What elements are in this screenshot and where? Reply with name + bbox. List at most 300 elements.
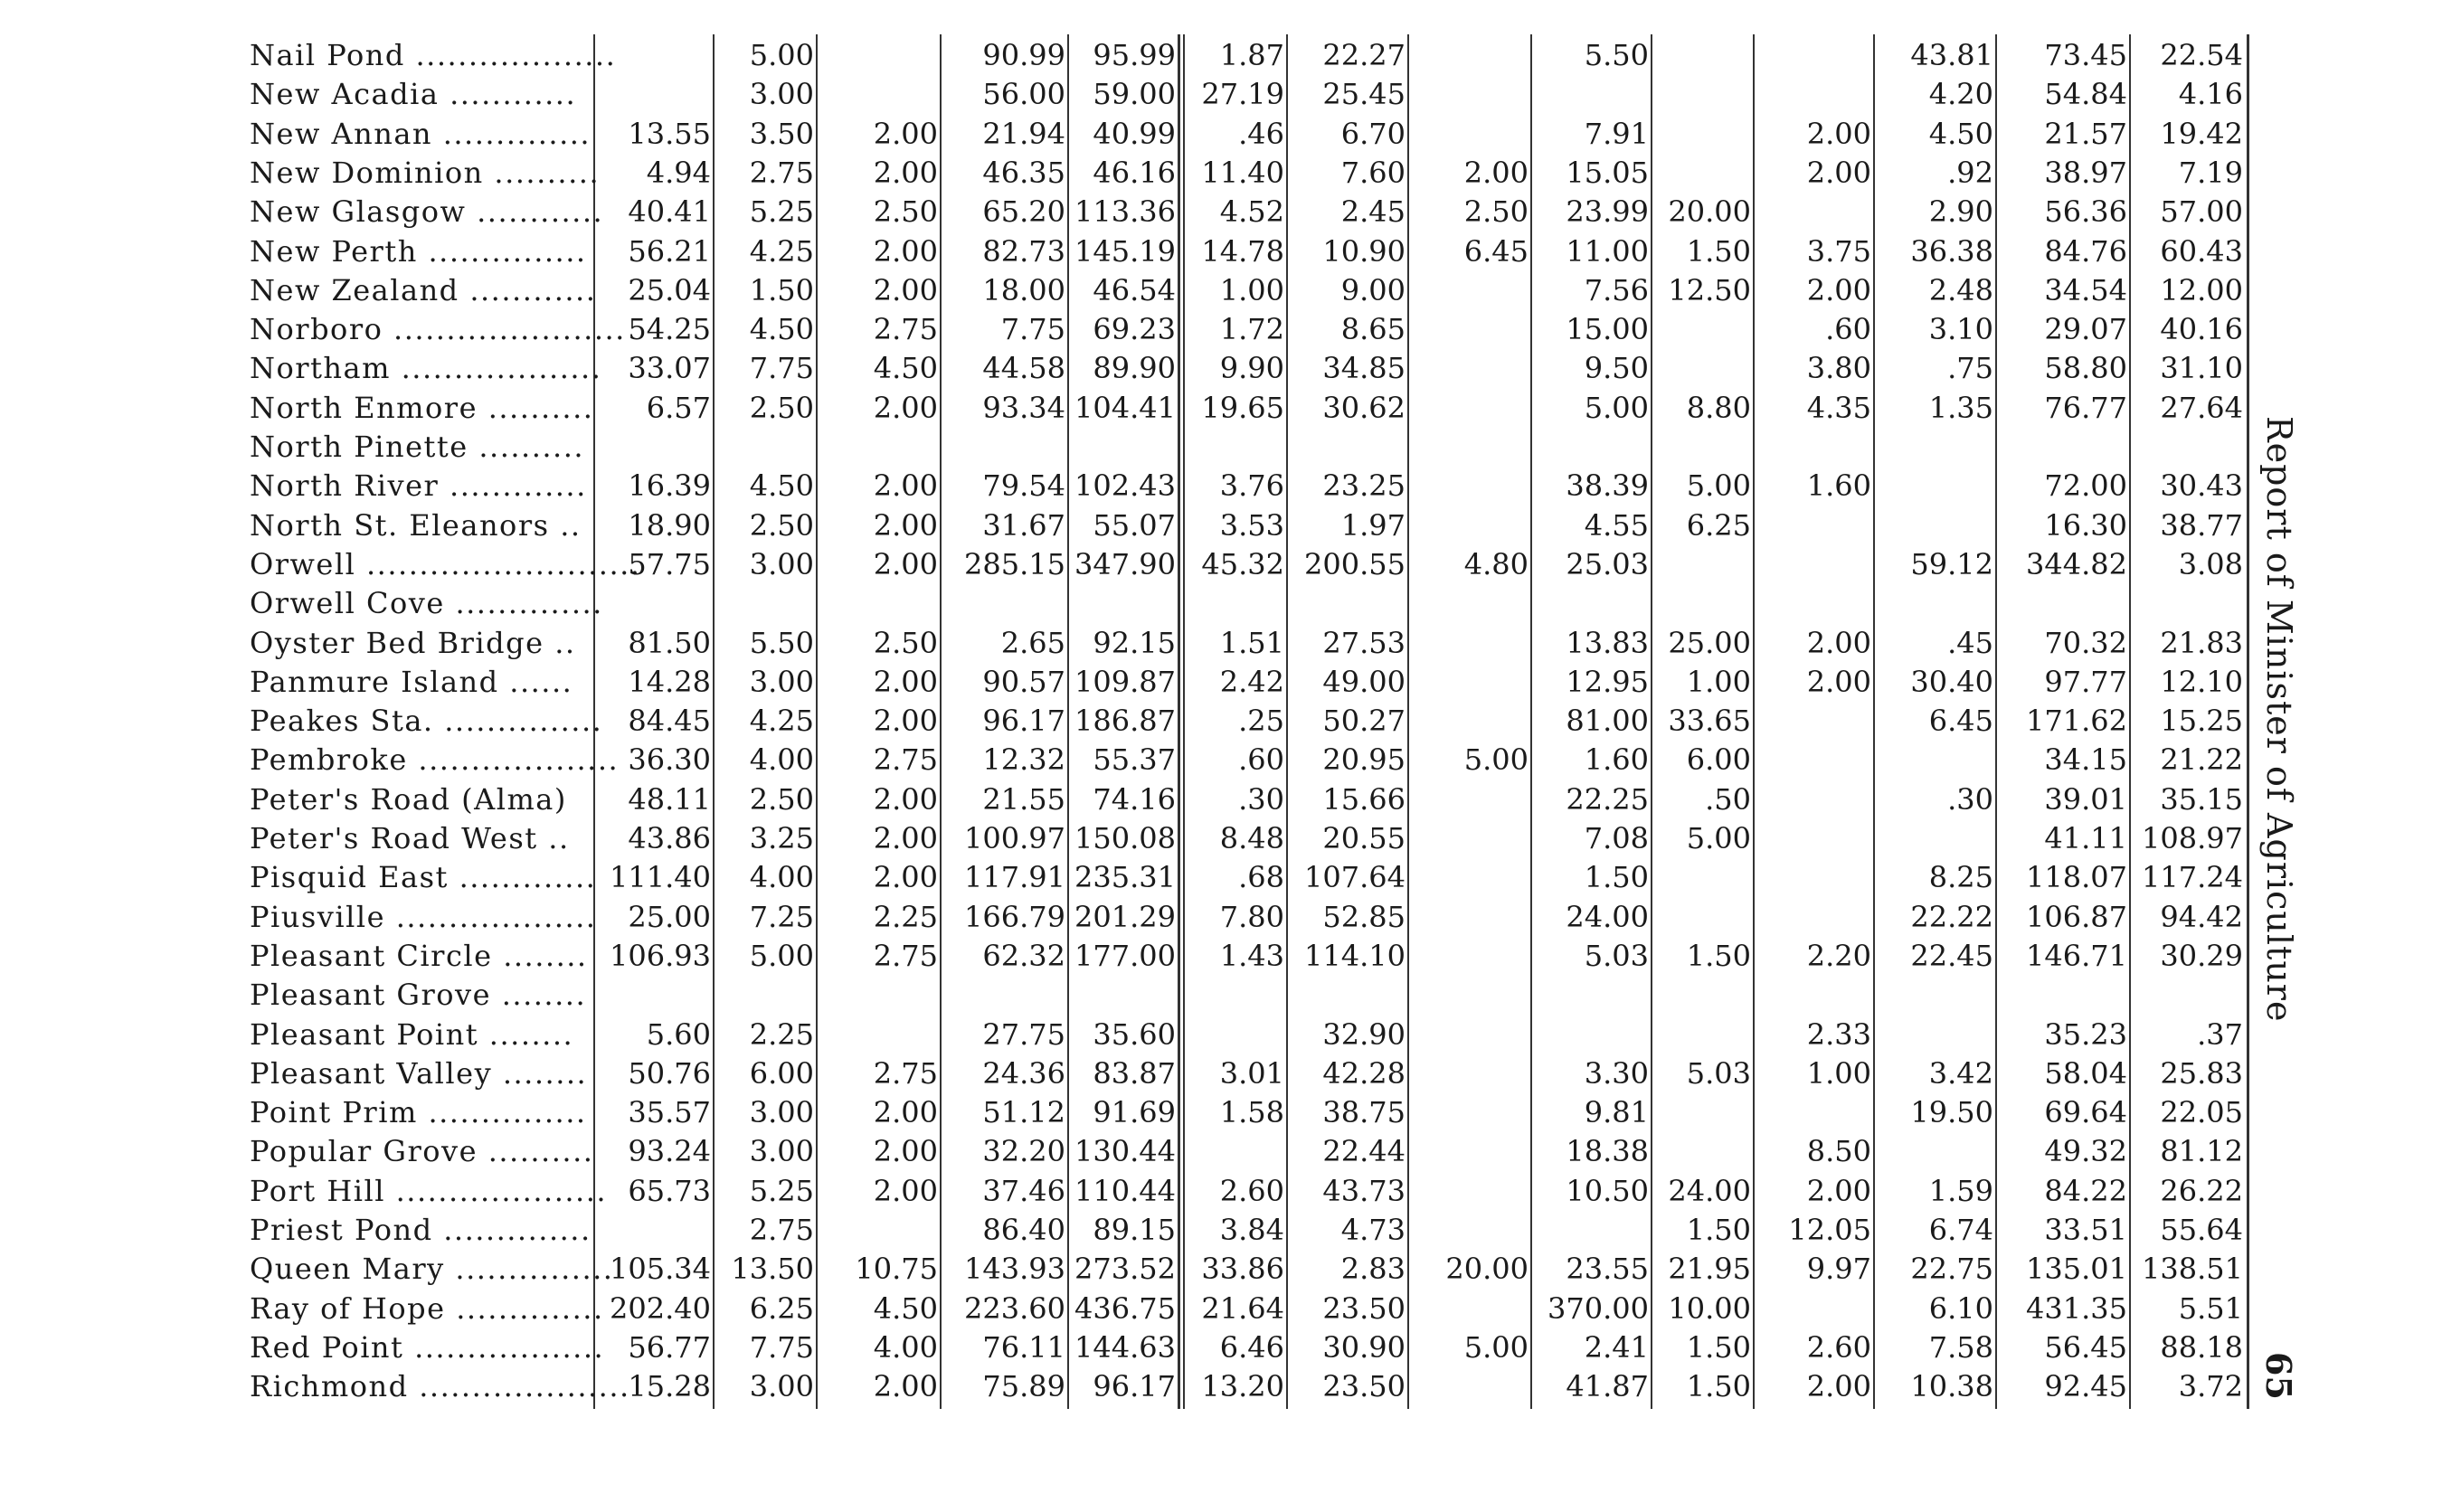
table-cell [818,1211,938,1250]
table-cell: 33.51 [2044,1213,2127,1247]
table-cell [1532,1211,1649,1250]
table-cell: 370.00 [1548,1290,1649,1326]
table-cell: 38.77 [2160,507,2243,543]
table-cell: 20.00 [1668,194,1751,230]
table-cell: 32.20 [982,1134,1065,1169]
row-label: North Enmore .......... [250,390,594,425]
table-cell: 22.44 [1322,1134,1406,1169]
table-cell: 1.72 [1219,312,1284,347]
table-cell: 69.64 [2044,1095,2127,1130]
table-cell: 2.00 [1463,155,1529,190]
table-cell: 4.25 [749,233,814,269]
table-cell: 13.20 [1201,1369,1284,1404]
table-cell: 2.50 [873,194,938,230]
table-cell: 100.97 [964,821,1065,855]
table-cell: 75.89 [982,1369,1065,1404]
table-cell: 13.55 [628,116,711,151]
table-row [0,75,2442,114]
table-cell [1652,1132,1751,1171]
table-cell [1755,898,1871,937]
table-cell: 16.39 [628,468,711,504]
table-cell [1755,75,1871,114]
table-cell: 93.24 [628,1134,711,1169]
table-cell: 8.25 [1928,860,1993,895]
table-cell: 2.25 [749,1016,814,1052]
table-cell: 10.75 [855,1252,938,1287]
table-cell: 76.11 [982,1329,1065,1365]
table-cell: 22.27 [1322,38,1406,72]
table-cell: 1.50 [1686,1213,1751,1247]
table-cell [1179,1132,1284,1171]
table-cell: 2.60 [1806,1329,1871,1365]
table-cell: 2.00 [1806,625,1871,660]
table-row [0,741,2442,780]
table-cell [1755,545,1871,584]
table-cell [1755,506,1871,545]
table-cell [1652,1093,1751,1132]
table-cell: 27.75 [982,1016,1065,1052]
table-cell: 12.05 [1788,1213,1871,1247]
table-cell: 7.56 [1584,272,1649,307]
row-label: Richmond .................... [250,1369,630,1404]
table-cell: 30.43 [2160,468,2243,504]
table-cell [1409,702,1529,741]
table-cell: 9.81 [1584,1095,1649,1130]
table-row [0,389,2442,428]
table-cell: 5.25 [749,1173,814,1208]
table-cell: 5.00 [1463,1329,1529,1365]
table-cell: 43.86 [628,821,711,855]
table-row [0,36,2442,75]
table-cell: 285.15 [964,546,1065,581]
table-cell: 223.60 [964,1290,1065,1326]
table-cell: 109.87 [1074,664,1176,699]
table-cell: 2.00 [873,390,938,425]
table-cell: 2.50 [873,625,938,660]
row-label: Pleasant Point ........ [250,1016,574,1052]
table-cell [818,428,938,467]
table-cell: 2.00 [873,821,938,855]
table-cell: 25.00 [628,899,711,934]
table-cell: 12.95 [1566,664,1649,699]
table-cell: 107.64 [1304,860,1406,895]
table-cell [818,75,938,114]
table-cell [1409,389,1529,428]
row-label: Peakes Sta. ............... [250,704,603,739]
table-cell: 5.00 [1686,821,1751,855]
table-cell: 2.50 [749,507,814,543]
table-cell [1532,584,1649,623]
row-label: Port Hill .................... [250,1173,608,1208]
table-cell: 76.77 [2044,390,2127,425]
table-cell: 19.50 [1910,1095,1993,1130]
table-cell [1652,115,1751,154]
row-label: Orwell .......................... [250,546,641,581]
table-cell [1409,271,1529,310]
table-cell: 20.55 [1322,821,1406,855]
table-cell: 1.51 [1219,625,1284,660]
table-cell [1875,819,1993,858]
table-cell [1409,1172,1529,1211]
table-cell: 55.37 [1093,742,1176,778]
table-cell: 5.50 [749,625,814,660]
row-label: New Glasgow ............ [250,194,604,230]
table-cell: 18.00 [982,272,1065,307]
table-cell [1875,976,1993,1015]
table-cell: 105.34 [610,1252,711,1287]
table-cell: 2.00 [873,116,938,151]
table-row [0,898,2442,937]
table-cell: 56.45 [2044,1329,2127,1365]
table-cell [1409,624,1529,663]
table-cell: 41.11 [2044,821,2127,855]
table-cell: 79.54 [982,468,1065,504]
table-cell: 18.38 [1566,1134,1649,1169]
table-cell: .30 [1947,781,1993,817]
table-cell: 2.75 [749,1213,814,1247]
table-row [0,1250,2442,1289]
table-row [0,1290,2442,1328]
table-cell: 21.22 [2160,742,2243,778]
table-cell: 25.45 [1322,77,1406,112]
table-cell: 6.46 [1219,1329,1284,1365]
table-cell: 46.54 [1093,272,1176,307]
table-cell: 3.42 [1928,1055,1993,1091]
table-cell: 56.00 [982,77,1065,112]
running-header-title: Report of Minister of Agriculture [2259,416,2299,1023]
table-cell: 3.50 [749,116,814,151]
table-cell: 41.87 [1566,1369,1649,1404]
table-cell [1409,36,1529,75]
table-cell: 90.99 [982,38,1065,72]
table-cell: 55.07 [1093,507,1176,543]
table-cell: 4.94 [646,155,711,190]
table-cell: 83.87 [1093,1055,1176,1091]
table-cell: 52.85 [1322,899,1406,934]
table-cell [1409,1211,1529,1250]
table-row [0,349,2442,388]
table-cell [1409,858,1529,897]
table-cell [595,1211,711,1250]
table-cell [1409,1367,1529,1406]
table-cell [1409,75,1529,114]
table-cell: 27.53 [1322,625,1406,660]
table-cell [1755,1093,1871,1132]
table-cell: 10.38 [1910,1369,1993,1404]
table-cell: 40.16 [2160,312,2243,347]
table-cell: 21.64 [1201,1290,1284,1326]
table-cell: 4.50 [873,351,938,386]
table-cell: 37.46 [982,1173,1065,1208]
table-cell [1409,115,1529,154]
table-cell: 9.50 [1584,351,1649,386]
table-cell: .60 [1238,742,1284,778]
table-cell: 10.00 [1668,1290,1751,1326]
table-cell: 25.00 [1668,625,1751,660]
row-label: North River ............. [250,468,587,504]
table-cell: 200.55 [1304,546,1406,581]
table-cell [1409,937,1529,976]
table-cell: .25 [1238,704,1284,739]
table-cell [1652,545,1751,584]
table-cell [1409,819,1529,858]
row-label: Norboro ...................... [250,312,626,347]
row-label: New Perth ............... [250,233,587,269]
table-cell [942,428,1065,467]
table-row [0,545,2442,584]
table-cell: 5.60 [646,1016,711,1052]
table-cell: 6.45 [1463,233,1529,269]
table-cell: 202.40 [610,1290,711,1326]
table-cell [595,428,711,467]
table-cell: 4.52 [1219,194,1284,230]
table-cell: 81.50 [628,625,711,660]
table-cell: 69.23 [1093,312,1176,347]
table-cell: 30.62 [1322,390,1406,425]
table-cell: 8.65 [1340,312,1406,347]
table-cell [595,584,711,623]
table-cell: 2.33 [1806,1016,1871,1052]
table-cell [942,584,1065,623]
table-cell: 10.50 [1566,1173,1649,1208]
table-row [0,428,2442,467]
table-cell: 31.67 [982,507,1065,543]
table-cell: 1.50 [1686,938,1751,973]
table-cell: 9.90 [1219,351,1284,386]
table-cell: 1.00 [1686,664,1751,699]
table-cell: 135.01 [2026,1252,2127,1287]
table-cell [1409,898,1529,937]
table-cell: 12.32 [982,742,1065,778]
table-cell: 2.65 [1000,625,1065,660]
row-label: Priest Pond .............. [250,1213,592,1247]
table-cell: 84.22 [2044,1173,2127,1208]
table-cell [2131,584,2243,623]
table-cell: 15.25 [2160,704,2243,739]
table-cell: 5.03 [1584,938,1649,973]
table-cell: 111.40 [610,860,711,895]
table-cell: 21.55 [982,781,1065,817]
table-cell [1179,1016,1284,1054]
table-cell: 10.90 [1322,233,1406,269]
table-cell: 273.52 [1074,1252,1176,1287]
table-cell: 7.75 [749,351,814,386]
table-cell: 3.00 [749,1095,814,1130]
table-cell: 35.57 [628,1095,711,1130]
table-cell: 72.00 [2044,468,2127,504]
table-cell [1652,310,1751,349]
table-cell: 22.54 [2160,38,2243,72]
table-cell: 2.00 [873,507,938,543]
table-cell: 20.95 [1322,742,1406,778]
table-cell [1652,36,1751,75]
table-cell: 40.99 [1093,116,1176,151]
table-cell: 3.30 [1584,1055,1649,1091]
table-cell: 25.04 [628,272,711,307]
table-cell: .92 [1947,155,1993,190]
table-cell: 6.10 [1928,1290,1993,1326]
table-cell: 2.00 [1806,155,1871,190]
table-cell: 102.43 [1074,468,1176,504]
table-cell: 36.30 [628,742,711,778]
table-cell [1069,584,1176,623]
table-cell: 15.05 [1566,155,1649,190]
table-cell: 58.80 [2044,351,2127,386]
table-cell [1755,976,1871,1015]
table-cell: 36.38 [1910,233,1993,269]
table-cell: 33.86 [1201,1252,1284,1287]
table-cell: 20.00 [1445,1252,1529,1287]
table-cell [1755,36,1871,75]
table-cell: 3.10 [1928,312,1993,347]
table-cell: 2.00 [873,1134,938,1169]
table-cell: 92.15 [1093,625,1176,660]
table-cell: 1.59 [1928,1173,1993,1208]
table-cell: 3.72 [2178,1369,2243,1404]
table-cell: 35.60 [1093,1016,1176,1052]
row-label: Orwell Cove .............. [250,586,603,621]
table-cell: 24.00 [1566,899,1649,934]
table-cell: 2.45 [1340,194,1406,230]
table-cell: 3.00 [749,664,814,699]
table-cell: 1.50 [1686,233,1751,269]
table-cell [1755,428,1871,467]
table-cell [818,36,938,75]
table-cell [1409,780,1529,819]
table-cell: 93.34 [982,390,1065,425]
table-row [0,819,2442,858]
table-cell: 4.50 [873,1290,938,1326]
table-cell: 1.60 [1806,468,1871,504]
table-cell: 9.00 [1340,272,1406,307]
row-label: North St. Eleanors .. [250,507,582,543]
table-cell: 27.64 [2160,390,2243,425]
table-cell: 2.00 [873,272,938,307]
table-cell: 4.50 [1928,116,1993,151]
table-cell: 45.32 [1201,546,1284,581]
table-cell [942,976,1065,1015]
table-cell: 43.73 [1322,1173,1406,1208]
table-cell: 91.69 [1093,1095,1176,1130]
table-cell: 2.00 [873,781,938,817]
table-cell: 24.36 [982,1055,1065,1091]
table-cell: 8.80 [1686,390,1751,425]
row-label: Piusville ................... [250,899,597,934]
table-cell: .46 [1238,116,1284,151]
table-cell [1652,584,1751,623]
table-cell [1875,1016,1993,1054]
table-cell: 4.00 [749,742,814,778]
table-cell: 30.29 [2160,938,2243,973]
table-cell: 1.50 [1686,1369,1751,1404]
table-cell: 70.32 [2044,625,2127,660]
table-cell: 7.91 [1584,116,1649,151]
table-cell: 5.25 [749,194,814,230]
row-label: Pleasant Circle ........ [250,938,588,973]
table-cell: .45 [1947,625,1993,660]
table-cell: 7.75 [749,1329,814,1365]
table-cell: 2.41 [1584,1329,1649,1365]
table-cell: 3.80 [1806,351,1871,386]
table-row [0,1093,2442,1132]
table-cell [1409,1093,1529,1132]
table-cell [1652,858,1751,897]
table-cell: 104.41 [1074,390,1176,425]
table-cell: 8.48 [1219,821,1284,855]
table-cell [715,584,814,623]
table-cell: 3.00 [749,1369,814,1404]
table-cell [1755,819,1871,858]
table-cell: 2.25 [873,899,938,934]
table-cell [1755,193,1871,232]
table-cell [1755,584,1871,623]
table-cell: 2.50 [749,390,814,425]
table-cell: 56.36 [2044,194,2127,230]
table-cell [1288,584,1406,623]
table-cell: 2.00 [873,1173,938,1208]
table-cell: 431.35 [2026,1290,2127,1326]
table-cell: 3.53 [1219,507,1284,543]
table-cell [1532,1016,1649,1054]
table-cell: 3.00 [749,1134,814,1169]
table-cell: 50.76 [628,1055,711,1091]
table-cell: 33.65 [1668,704,1751,739]
table-cell: 6.25 [749,1290,814,1326]
row-label: Pleasant Valley ........ [250,1055,588,1091]
table-cell: 35.23 [2044,1016,2127,1052]
table-cell: 106.87 [2026,899,2127,934]
table-cell: 48.11 [628,781,711,817]
table-cell: 114.10 [1304,938,1406,973]
table-cell [1652,976,1751,1015]
table-cell: 143.93 [964,1252,1065,1287]
table-cell: 2.00 [873,664,938,699]
table-cell [1755,702,1871,741]
table-row [0,702,2442,741]
table-cell: 5.00 [1584,390,1649,425]
row-label: North Pinette .......... [250,430,585,464]
table-cell: 49.32 [2044,1134,2127,1169]
table-cell: 2.00 [873,704,938,739]
row-label: Northam ................... [250,351,602,386]
table-cell: 38.75 [1322,1095,1406,1130]
row-label: Pembroke ................... [250,742,620,778]
table-cell: 33.07 [628,351,711,386]
table-cell: 21.57 [2044,116,2127,151]
table-cell: 12.10 [2160,664,2243,699]
table-cell: .68 [1238,860,1284,895]
table-cell [1409,663,1529,702]
table-cell: 25.83 [2160,1055,2243,1091]
table-cell [1875,428,1993,467]
table-cell: 7.75 [1000,312,1065,347]
table-cell: .50 [1705,781,1751,817]
table-row [0,1172,2442,1211]
table-cell: 171.62 [2026,704,2127,739]
table-cell: 9.97 [1806,1252,1871,1287]
table-cell: 2.00 [873,860,938,895]
table-cell: 14.28 [628,664,711,699]
table-cell: 186.87 [1074,704,1176,739]
table-cell [1652,1016,1751,1054]
table-cell: 2.50 [1463,194,1529,230]
table-cell: 5.00 [749,38,814,72]
table-cell [1755,780,1871,819]
table-cell: 22.05 [2160,1095,2243,1130]
table-cell: 2.00 [1806,1369,1871,1404]
table-cell: 49.00 [1322,664,1406,699]
table-cell: 1.60 [1584,742,1649,778]
